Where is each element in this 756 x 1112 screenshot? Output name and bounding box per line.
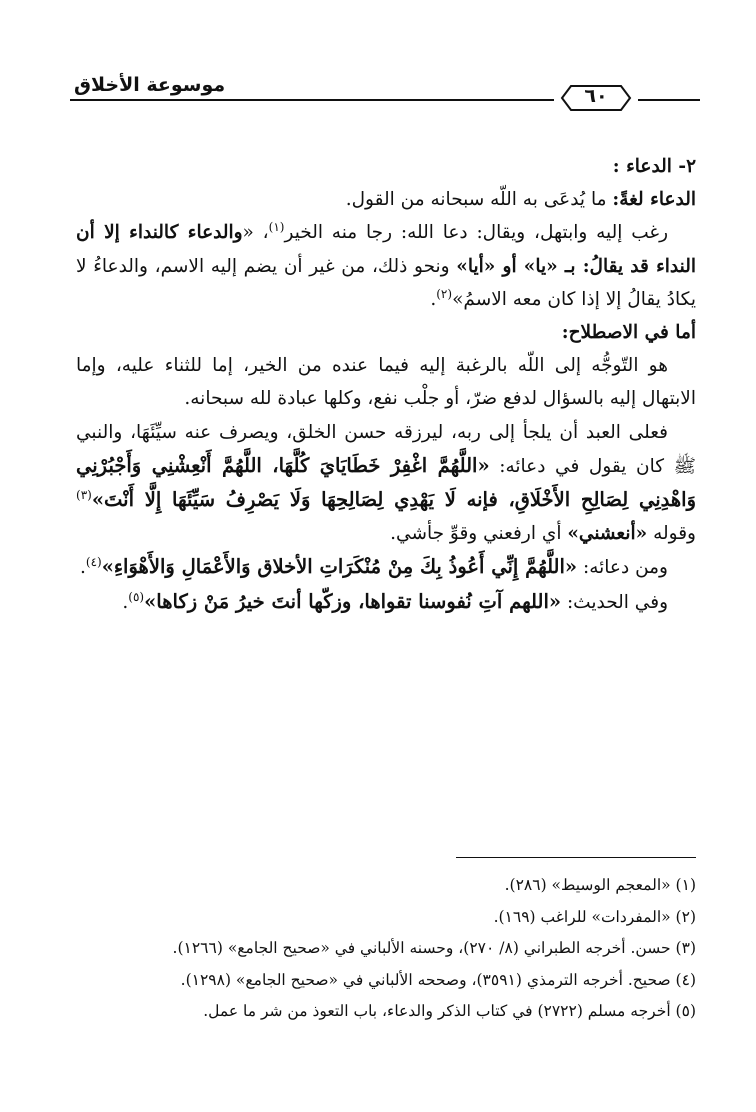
p2-text-b: ، « (242, 222, 269, 244)
footnote-1: (١) «المعجم الوسيط» (٢٨٦). (504, 876, 696, 894)
footnote-separator (456, 857, 696, 858)
hadith-quote-1: «اللَّهُمَّ اغْفِرْ خَطَايَايَ كُلَّهَا، اللَّهُمَّ أَنْعِشْنِي وَأَجْبُرْنِي وَاهْدِنِي لِصَالِحِ الأَخْلَاقِ، فإنه لَا يَهْدِي لِصَالِحِهَا وَلَا يَصْرِفُ سَيِّئَهَا إِلَّا أَنْتَ» (76, 453, 696, 512)
footnotes (76, 870, 696, 1028)
p5-end: . (79, 557, 86, 579)
p4-text-a: فعلى العبد أن يلجأ إلى ربه، ليرزقه حسن الخلق، ويصرف عنه سيِّئَهَا، والنبي ﷺ كان يقول في دعائه: (76, 421, 697, 477)
footnote-ref-1: (١) (268, 220, 285, 235)
lugha-label: الدعاء لغةً: (612, 189, 696, 211)
linguistic-definition (76, 183, 696, 216)
footnote-2: (٢) «المفردات» للراغب (١٦٩). (493, 907, 696, 926)
footnote-ref-4: (٤) (85, 555, 102, 570)
p2-end: . (430, 288, 437, 310)
section-heading: ٢- الدعاء : (612, 156, 696, 177)
p2-bold-quote: والدعاء كالنداء إلا أن النداء قد يقالُ: بـ «يا» أو «أيا» (76, 222, 696, 277)
footnote-ref-3: (٣) (76, 487, 92, 502)
paragraph-6 (76, 585, 696, 619)
footnote-4: (٤) صحيح. أخرجه الترمذي (٣٥٩١)، وصححه الألباني في «صحيح الجامع» (١٢٩٨). (180, 970, 696, 989)
terminology-heading: أما في الاصطلاح: (561, 322, 696, 344)
paragraph-3: هو التّوجُّه إلى اللّه بالرغبة إليه فيما عنده من الخير، إما للثناء عليه، وإما الابتهال إليه بالسؤال لدفع ضرّ، أو جلْب نفع، وكلها عبادة لله سبحانه. (76, 355, 696, 410)
footnote-ref-2: (٢) (436, 286, 453, 301)
paragraph-2 (76, 216, 696, 316)
lugha-text: ما يُدعَى به اللّه سبحانه من القول. (345, 189, 613, 211)
p6-text-a: وفي الحديث: (561, 591, 668, 613)
p5-text-a: ومن دعائه: (577, 557, 668, 579)
p4-text-c: أي ارفعني وقوِّ جأشي. (390, 523, 568, 545)
hadith-quote-3: «اللهم آتِ نُفوسنا تقواها، وزكّها أنتَ خيرُ مَنْ زكاها» (144, 589, 562, 613)
page-number: ٦٠ (584, 85, 608, 107)
header-rule-left (70, 99, 554, 101)
page-number-frame (558, 82, 634, 114)
p2-text-c: ونحو ذلك، من غير أن يضم إليه الاسم، والدعاءُ لا يكادُ يقالُ إلا إذا كان معه الاسمُ» (76, 255, 696, 310)
main-text (76, 150, 696, 619)
footnote-ref-5: (٥) (128, 589, 145, 604)
book-title: موسوعة الأخلاق (74, 74, 226, 96)
header-rule-right (638, 99, 700, 101)
p2-text-a: رغب إليه وابتهل، ويقال: دعا الله: رجا منه الخير (284, 222, 668, 244)
p4-bold-word: «أنعشني» (567, 523, 648, 545)
footnote-3: (٣) حسن. أخرجه الطبراني (٨/ ٢٧٠)، وحسنه الألباني في «صحيح الجامع» (١٢٦٦). (172, 939, 696, 957)
p4-text-b: وقوله (647, 523, 696, 545)
paragraph-5 (76, 550, 696, 584)
paragraph-4 (76, 416, 696, 551)
running-header (70, 70, 700, 110)
p6-end: . (122, 591, 129, 613)
footnote-5: (٥) أخرجه مسلم (٢٧٢٢) في كتاب الذكر والدعاء، باب التعوذ من شر ما عمل. (203, 1002, 696, 1020)
hadith-quote-2: «اللَّهُمَّ إِنِّي أَعُوذُ بِكَ مِنْ مُنْكَرَاتِ الأخلاق وَالأَعْمَالِ وَالأَهْوَاءِ» (101, 555, 578, 579)
